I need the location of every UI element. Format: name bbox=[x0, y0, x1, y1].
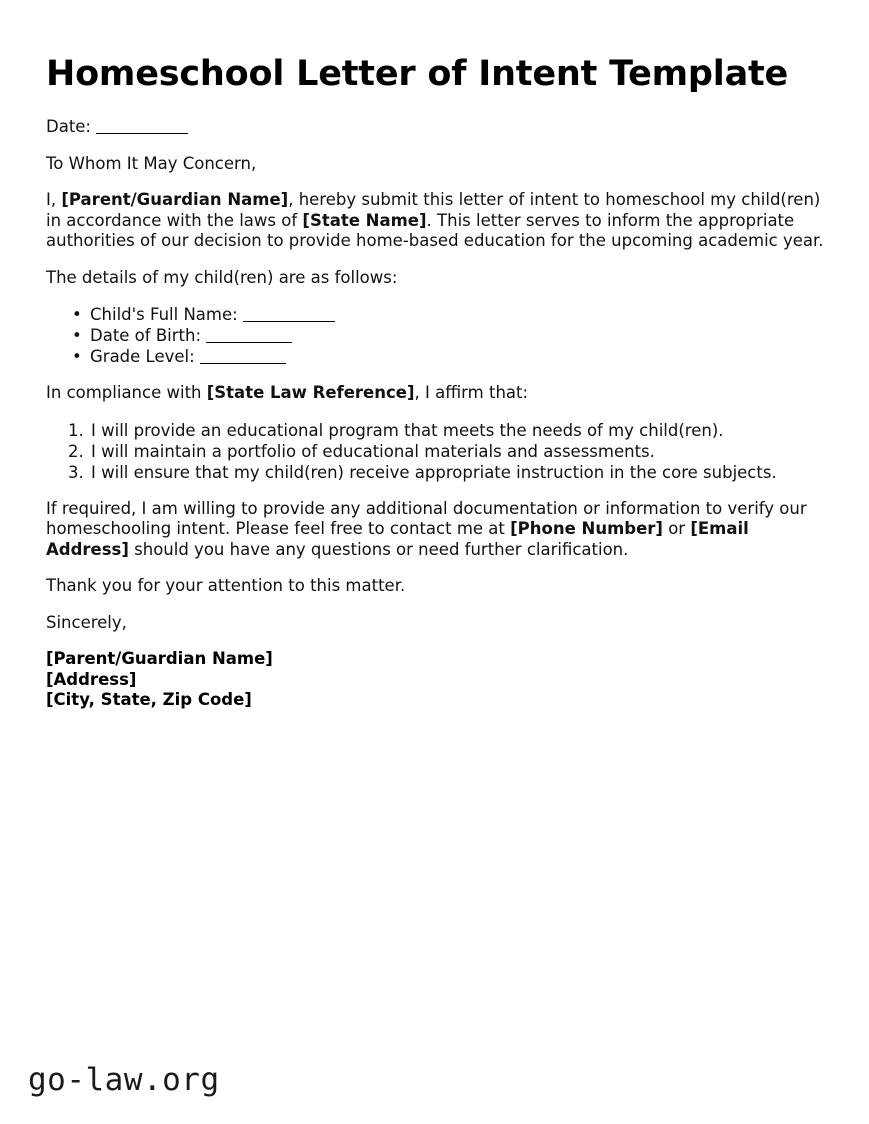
list-item bbox=[46, 325, 824, 346]
grade-level-blank-field[interactable] bbox=[200, 350, 286, 364]
list-item: I will provide an educational program that meets the needs of my child(ren). bbox=[91, 420, 724, 440]
list-item: I will maintain a portfolio of educational materials and assessments. bbox=[91, 441, 655, 461]
intro-after-state: . This letter serves to inform the appropriate authorities of our decision to provide home-based education for the upcoming academic year. bbox=[46, 210, 824, 250]
intro-paragraph bbox=[46, 190, 824, 252]
details-heading: The details of my child(ren) are as follows: bbox=[46, 267, 398, 287]
list-item: I will ensure that my child(ren) receive appropriate instruction in the core subjects. bbox=[91, 462, 777, 482]
contact-between: or bbox=[662, 519, 691, 538]
signature-address-placeholder: [Address] bbox=[46, 669, 137, 689]
state-name-placeholder: [State Name] bbox=[302, 210, 427, 230]
contact-after-email: should you have any questions or need further clarification. bbox=[128, 539, 629, 559]
closing-line: Sincerely, bbox=[46, 612, 127, 632]
site-watermark: go-law.org bbox=[28, 1062, 220, 1098]
state-law-placeholder: [State Law Reference] bbox=[206, 383, 415, 402]
date-of-birth-blank-field[interactable] bbox=[206, 329, 292, 343]
thanks-paragraph: Thank you for your attention to this matter. bbox=[46, 576, 406, 595]
date-line bbox=[46, 117, 824, 138]
salutation: To Whom It May Concern, bbox=[46, 153, 257, 173]
child-details-list bbox=[46, 304, 824, 367]
list-item bbox=[46, 304, 824, 325]
child-detail-label: Date of Birth: bbox=[90, 326, 202, 345]
email-address-placeholder: [Email Address] bbox=[46, 519, 749, 559]
date-blank-field[interactable] bbox=[96, 120, 188, 134]
intro-after-name: , hereby submit this letter of intent to homeschool my child(ren) in accordance with the laws of bbox=[46, 190, 821, 230]
list-item bbox=[46, 346, 824, 367]
intro-before-name: I, bbox=[46, 190, 62, 209]
contact-before-phone: If required, I am willing to provide any additional documentation or information to verify our homeschooling intent. Please feel free to contact me at bbox=[46, 498, 807, 538]
signature-city-state-zip-placeholder: [City, State, Zip Code] bbox=[46, 690, 252, 709]
compliance-before: In compliance with bbox=[46, 383, 207, 402]
signature-name-placeholder: [Parent/Guardian Name] bbox=[46, 649, 273, 668]
signature-block bbox=[46, 649, 824, 711]
child-detail-label: Grade Level: bbox=[90, 347, 195, 366]
child-detail-label: Child's Full Name: bbox=[90, 305, 238, 324]
phone-number-placeholder: [Phone Number] bbox=[510, 519, 663, 538]
document-body bbox=[46, 52, 824, 711]
compliance-after: , I affirm that: bbox=[414, 383, 529, 402]
child-name-blank-field[interactable] bbox=[243, 308, 335, 322]
date-label: Date: bbox=[46, 117, 91, 136]
compliance-paragraph bbox=[46, 383, 824, 404]
parent-name-placeholder: [Parent/Guardian Name] bbox=[61, 190, 289, 209]
affirmations-list bbox=[46, 420, 824, 483]
contact-paragraph bbox=[46, 499, 824, 561]
page-title: Homeschool Letter of Intent Template bbox=[46, 54, 789, 94]
